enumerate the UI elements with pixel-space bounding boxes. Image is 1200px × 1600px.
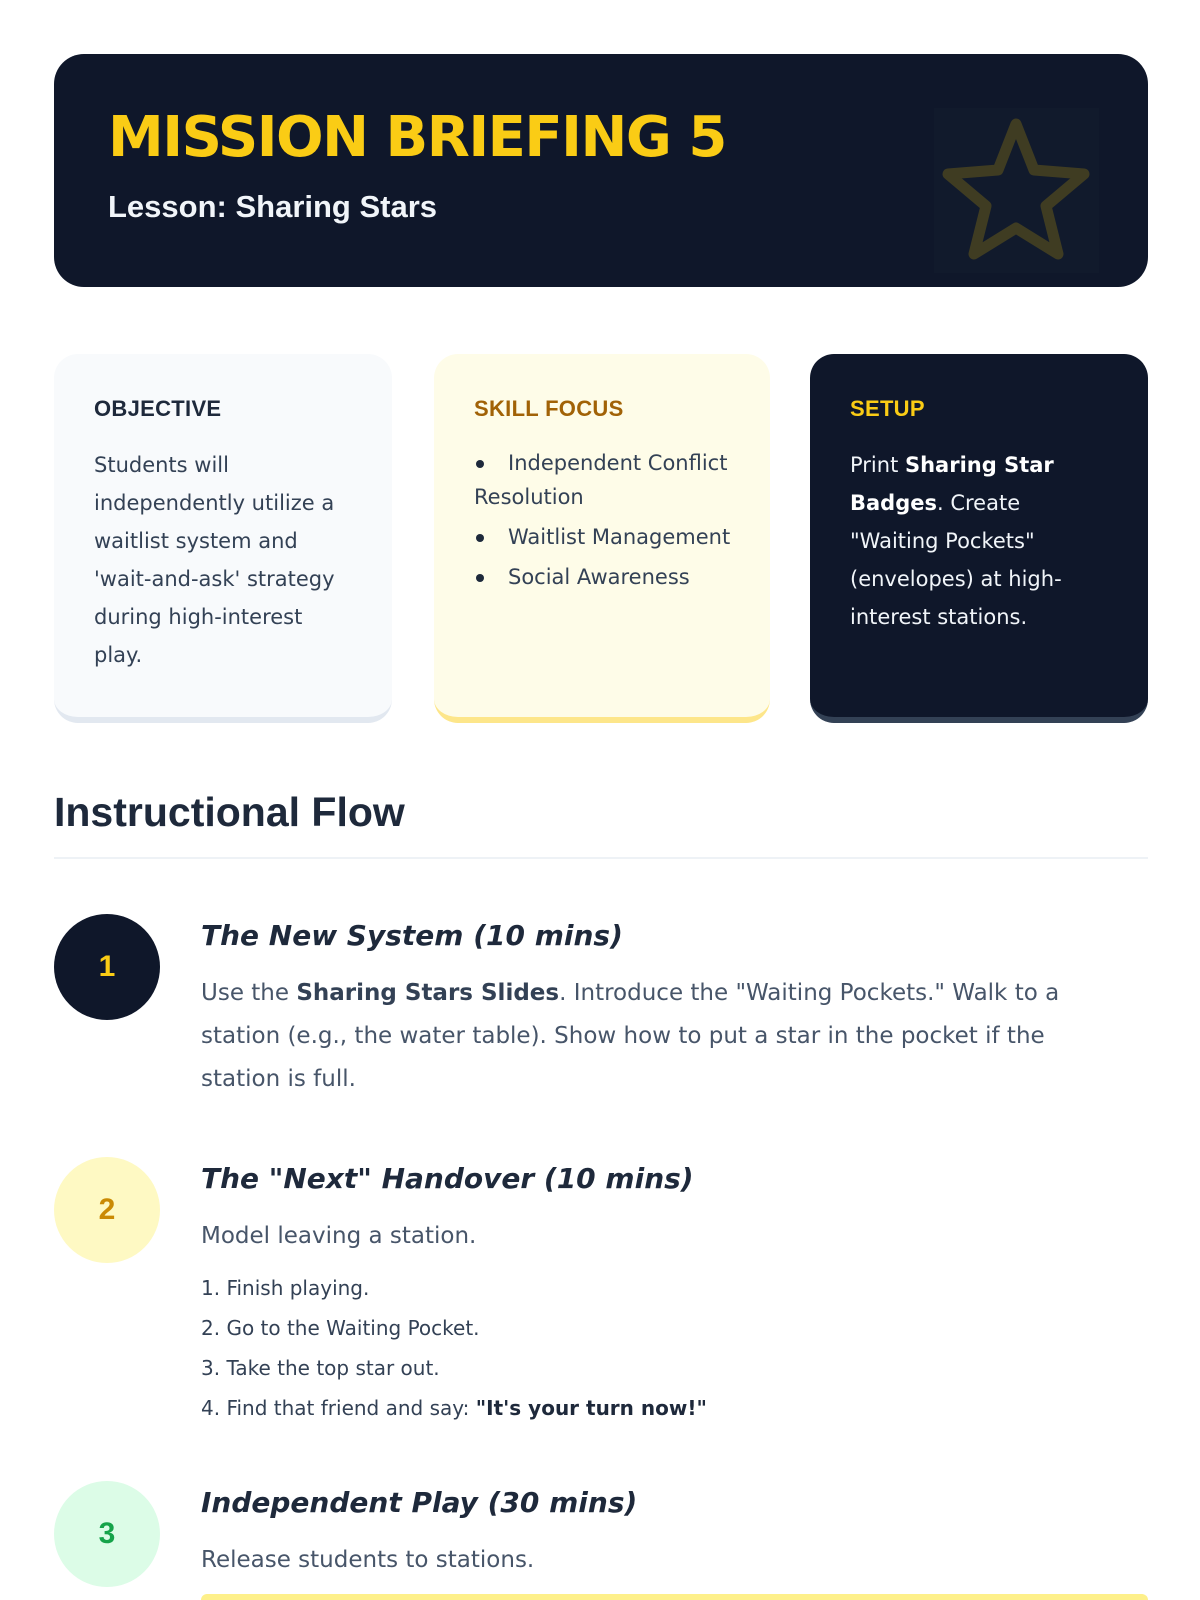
skill-focus-label: SKILL FOCUS (474, 396, 624, 421)
handover-steps-list (201, 1268, 707, 1428)
step-title: The New System (10 mins) (201, 919, 623, 952)
bullet-icon (476, 574, 484, 582)
step-number-badge: 2 (54, 1157, 160, 1263)
step-title: Independent Play (30 mins) (201, 1486, 638, 1519)
star-icon (934, 108, 1099, 273)
page-title: MISSION BRIEFING 5 (108, 105, 726, 170)
objective-label: OBJECTIVE (94, 396, 222, 421)
step-number-badge: 1 (54, 914, 160, 1020)
step-title: The "Next" Handover (10 mins) (201, 1162, 694, 1195)
objective-text: Students will independently utilize a waitlist system and 'wait-and-ask' strategy during high-interest play. (94, 453, 335, 667)
list-item: Independent Conflict Resolution (474, 451, 728, 509)
callout-box-edge (201, 1594, 1148, 1600)
skill-focus-card (434, 354, 770, 723)
bullet-icon (476, 460, 484, 468)
list-item: 3. Take the top star out. (201, 1356, 440, 1380)
list-item: 1. Finish playing. (201, 1276, 370, 1300)
mission-header (54, 54, 1148, 287)
list-item: Waitlist Management (474, 520, 732, 554)
step-description: Model leaving a station. (201, 1223, 477, 1249)
objective-card (54, 354, 392, 723)
bullet-icon (476, 534, 484, 542)
list-item: Social Awareness (474, 560, 732, 594)
section-heading: Instructional Flow (54, 789, 405, 835)
setup-card (810, 354, 1148, 723)
list-item: 2. Go to the Waiting Pocket. (201, 1316, 480, 1340)
step-number-badge: 3 (54, 1481, 160, 1587)
section-divider (54, 857, 1148, 859)
list-item: 4. Find that friend and say: "It's your turn now!" (201, 1396, 707, 1420)
step-description: Release students to stations. (201, 1547, 535, 1573)
setup-text: Print Sharing Star Badges. Create "Waiting Pockets" (envelopes) at high-interest stations. (850, 453, 1062, 629)
step-description: Use the Sharing Stars Slides. Introduce the "Waiting Pockets." Walk to a station (e.g., the water table). Show how to put a star in the pocket if the station is full. (201, 980, 1060, 1092)
skill-focus-list (474, 446, 732, 594)
setup-label: SETUP (850, 396, 925, 421)
lesson-subtitle: Lesson: Sharing Stars (108, 189, 438, 224)
